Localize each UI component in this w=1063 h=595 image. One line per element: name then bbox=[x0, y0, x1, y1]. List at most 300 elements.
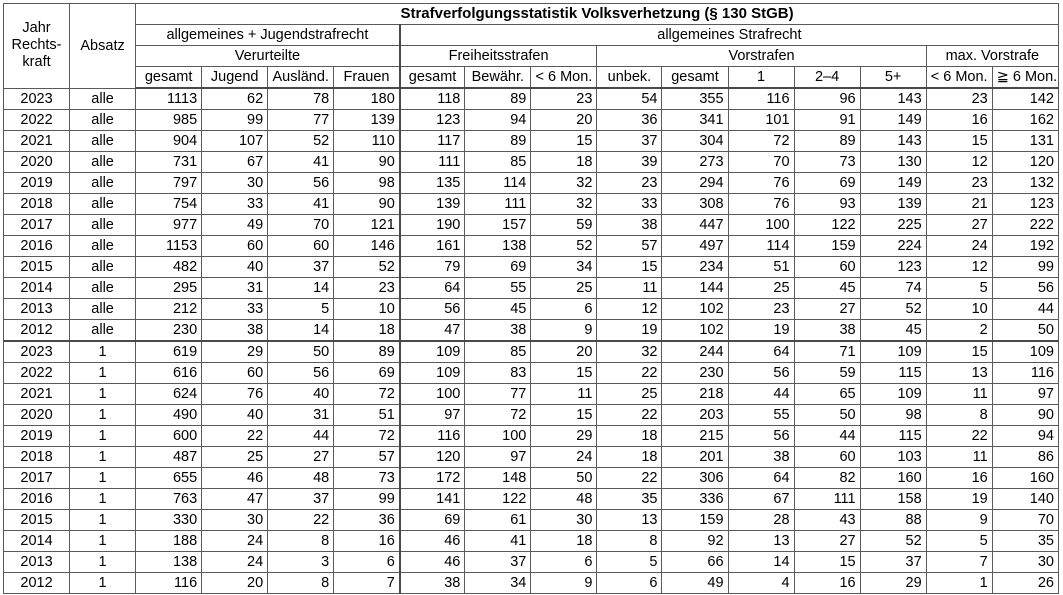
cell-verurteilte-frauen: 90 bbox=[334, 194, 400, 215]
cell-verurteilte-gesamt: 624 bbox=[136, 384, 202, 405]
cell-max-vorstrafe-unter-6-monate: 13 bbox=[926, 363, 992, 384]
cell-verurteilte-jugend: 33 bbox=[202, 299, 268, 320]
cell-vorstrafen-2-4: 27 bbox=[794, 531, 860, 552]
cell-freiheitsstrafen-bewaehrung: 77 bbox=[465, 384, 531, 405]
cell-vorstrafen-1: 56 bbox=[728, 426, 794, 447]
cell-freiheitsstrafen-unter-6-monate: 29 bbox=[531, 426, 597, 447]
cell-verurteilte-jugend: 46 bbox=[202, 468, 268, 489]
cell-vorstrafen-1: 101 bbox=[728, 110, 794, 131]
cell-freiheitsstrafen-bewaehrung: 61 bbox=[465, 510, 531, 531]
cell-verurteilte-gesamt: 763 bbox=[136, 489, 202, 510]
cell-verurteilte-jugend: 107 bbox=[202, 131, 268, 152]
cell-freiheitsstrafen-gesamt: 79 bbox=[400, 257, 465, 278]
cell-verurteilte-auslaender: 77 bbox=[268, 110, 334, 131]
cell-freiheitsstrafen-unter-6-monate: 59 bbox=[531, 215, 597, 236]
table-row bbox=[4, 257, 1059, 278]
cell-max-vorstrafe-ab-6-monate: 131 bbox=[992, 131, 1058, 152]
cell-freiheitsstrafen-gesamt: 139 bbox=[400, 194, 465, 215]
cell-vorstrafen-unbekannt: 23 bbox=[597, 173, 662, 194]
cell-freiheitsstrafen-gesamt: 190 bbox=[400, 215, 465, 236]
column-header-freiheitsstrafen-bewaehrung: Bewähr. bbox=[465, 67, 531, 89]
column-header-freiheitsstrafen-gesamt: gesamt bbox=[400, 67, 465, 89]
cell-verurteilte-frauen: 57 bbox=[334, 447, 400, 468]
cell-max-vorstrafe-ab-6-monate: 140 bbox=[992, 489, 1058, 510]
cell-max-vorstrafe-ab-6-monate: 70 bbox=[992, 510, 1058, 531]
column-header-vorstrafen-5-plus: 5+ bbox=[860, 67, 926, 89]
cell-freiheitsstrafen-gesamt: 109 bbox=[400, 363, 465, 384]
cell-vorstrafen-unbekannt: 38 bbox=[597, 215, 662, 236]
table-row bbox=[4, 489, 1059, 510]
cell-freiheitsstrafen-unter-6-monate: 48 bbox=[531, 489, 597, 510]
cell-vorstrafen-5-plus: 98 bbox=[860, 405, 926, 426]
cell-absatz: 1 bbox=[70, 531, 136, 552]
cell-freiheitsstrafen-unter-6-monate: 9 bbox=[531, 573, 597, 594]
cell-freiheitsstrafen-bewaehrung: 83 bbox=[465, 363, 531, 384]
cell-freiheitsstrafen-bewaehrung: 85 bbox=[465, 341, 531, 363]
cell-vorstrafen-1: 4 bbox=[728, 573, 794, 594]
cell-vorstrafen-2-4: 71 bbox=[794, 341, 860, 363]
cell-verurteilte-gesamt: 487 bbox=[136, 447, 202, 468]
cell-absatz: 1 bbox=[70, 468, 136, 489]
column-header-max-vorstrafe-unter-6-monate: < 6 Mon. bbox=[926, 67, 992, 89]
cell-verurteilte-frauen: 180 bbox=[334, 88, 400, 110]
cell-verurteilte-jugend: 38 bbox=[202, 320, 268, 342]
cell-year: 2012 bbox=[4, 320, 70, 342]
cell-vorstrafen-1: 64 bbox=[728, 468, 794, 489]
column-header-freiheitsstrafen-unter-6-monate: < 6 Mon. bbox=[531, 67, 597, 89]
cell-verurteilte-jugend: 60 bbox=[202, 363, 268, 384]
cell-vorstrafen-1: 70 bbox=[728, 152, 794, 173]
cell-verurteilte-auslaender: 78 bbox=[268, 88, 334, 110]
cell-freiheitsstrafen-unter-6-monate: 11 bbox=[531, 384, 597, 405]
cell-vorstrafen-unbekannt: 18 bbox=[597, 447, 662, 468]
cell-max-vorstrafe-ab-6-monate: 123 bbox=[992, 194, 1058, 215]
cell-freiheitsstrafen-unter-6-monate: 50 bbox=[531, 468, 597, 489]
cell-verurteilte-frauen: 18 bbox=[334, 320, 400, 342]
cell-vorstrafen-1: 13 bbox=[728, 531, 794, 552]
cell-verurteilte-frauen: 51 bbox=[334, 405, 400, 426]
cell-verurteilte-frauen: 121 bbox=[334, 215, 400, 236]
cell-vorstrafen-2-4: 69 bbox=[794, 173, 860, 194]
table-row bbox=[4, 215, 1059, 236]
cell-max-vorstrafe-ab-6-monate: 160 bbox=[992, 468, 1058, 489]
cell-year: 2014 bbox=[4, 531, 70, 552]
cell-absatz: 1 bbox=[70, 405, 136, 426]
cell-verurteilte-jugend: 20 bbox=[202, 573, 268, 594]
cell-vorstrafen-1: 23 bbox=[728, 299, 794, 320]
cell-freiheitsstrafen-unter-6-monate: 24 bbox=[531, 447, 597, 468]
cell-vorstrafen-1: 44 bbox=[728, 384, 794, 405]
cell-vorstrafen-unbekannt: 33 bbox=[597, 194, 662, 215]
cell-vorstrafen-2-4: 96 bbox=[794, 88, 860, 110]
cell-max-vorstrafe-unter-6-monate: 21 bbox=[926, 194, 992, 215]
cell-verurteilte-gesamt: 230 bbox=[136, 320, 202, 342]
cell-vorstrafen-2-4: 82 bbox=[794, 468, 860, 489]
cell-max-vorstrafe-unter-6-monate: 23 bbox=[926, 173, 992, 194]
cell-vorstrafen-unbekannt: 36 bbox=[597, 110, 662, 131]
column-header-verurteilte-gesamt: gesamt bbox=[136, 67, 202, 89]
cell-max-vorstrafe-unter-6-monate: 12 bbox=[926, 152, 992, 173]
cell-vorstrafen-5-plus: 115 bbox=[860, 363, 926, 384]
cell-vorstrafen-2-4: 122 bbox=[794, 215, 860, 236]
cell-vorstrafen-1: 76 bbox=[728, 194, 794, 215]
cell-verurteilte-jugend: 33 bbox=[202, 194, 268, 215]
table-row bbox=[4, 426, 1059, 447]
column-header-vorstrafen-2-4: 2–4 bbox=[794, 67, 860, 89]
cell-vorstrafen-1: 38 bbox=[728, 447, 794, 468]
cell-vorstrafen-1: 72 bbox=[728, 131, 794, 152]
cell-freiheitsstrafen-gesamt: 118 bbox=[400, 88, 465, 110]
cell-vorstrafen-unbekannt: 22 bbox=[597, 405, 662, 426]
cell-freiheitsstrafen-unter-6-monate: 6 bbox=[531, 299, 597, 320]
cell-verurteilte-frauen: 16 bbox=[334, 531, 400, 552]
cell-verurteilte-auslaender: 60 bbox=[268, 236, 334, 257]
cell-vorstrafen-2-4: 111 bbox=[794, 489, 860, 510]
cell-verurteilte-jugend: 99 bbox=[202, 110, 268, 131]
cell-max-vorstrafe-unter-6-monate: 9 bbox=[926, 510, 992, 531]
cell-absatz: alle bbox=[70, 236, 136, 257]
cell-max-vorstrafe-unter-6-monate: 24 bbox=[926, 236, 992, 257]
cell-year: 2018 bbox=[4, 194, 70, 215]
cell-max-vorstrafe-unter-6-monate: 22 bbox=[926, 426, 992, 447]
column-header-row bbox=[4, 67, 1059, 89]
cell-verurteilte-frauen: 99 bbox=[334, 489, 400, 510]
cell-max-vorstrafe-ab-6-monate: 192 bbox=[992, 236, 1058, 257]
table-row bbox=[4, 552, 1059, 573]
cell-freiheitsstrafen-unter-6-monate: 15 bbox=[531, 131, 597, 152]
cell-verurteilte-gesamt: 1113 bbox=[136, 88, 202, 110]
cell-freiheitsstrafen-gesamt: 97 bbox=[400, 405, 465, 426]
cell-vorstrafen-2-4: 93 bbox=[794, 194, 860, 215]
cell-vorstrafen-gesamt: 244 bbox=[662, 341, 728, 363]
cell-year: 2017 bbox=[4, 215, 70, 236]
cell-verurteilte-auslaender: 40 bbox=[268, 384, 334, 405]
cell-max-vorstrafe-unter-6-monate: 15 bbox=[926, 131, 992, 152]
cell-max-vorstrafe-ab-6-monate: 50 bbox=[992, 320, 1058, 342]
cell-vorstrafen-5-plus: 52 bbox=[860, 299, 926, 320]
cell-verurteilte-jugend: 62 bbox=[202, 88, 268, 110]
cell-verurteilte-gesamt: 754 bbox=[136, 194, 202, 215]
column-header-verurteilte-auslaender: Ausländ. bbox=[268, 67, 334, 89]
header-group-jugendstrafrecht: allgemeines + Jugendstrafrecht bbox=[136, 25, 400, 46]
cell-vorstrafen-5-plus: 224 bbox=[860, 236, 926, 257]
table-row bbox=[4, 405, 1059, 426]
cell-verurteilte-gesamt: 977 bbox=[136, 215, 202, 236]
cell-freiheitsstrafen-gesamt: 47 bbox=[400, 320, 465, 342]
cell-freiheitsstrafen-bewaehrung: 69 bbox=[465, 257, 531, 278]
cell-absatz: 1 bbox=[70, 363, 136, 384]
cell-verurteilte-gesamt: 731 bbox=[136, 152, 202, 173]
cell-absatz: alle bbox=[70, 278, 136, 299]
cell-vorstrafen-unbekannt: 54 bbox=[597, 88, 662, 110]
header-jahr-line-2: Rechts- bbox=[11, 37, 62, 54]
cell-vorstrafen-5-plus: 88 bbox=[860, 510, 926, 531]
cell-vorstrafen-2-4: 59 bbox=[794, 363, 860, 384]
cell-freiheitsstrafen-unter-6-monate: 25 bbox=[531, 278, 597, 299]
cell-max-vorstrafe-ab-6-monate: 94 bbox=[992, 426, 1058, 447]
cell-vorstrafen-2-4: 27 bbox=[794, 299, 860, 320]
cell-verurteilte-auslaender: 37 bbox=[268, 489, 334, 510]
cell-verurteilte-frauen: 36 bbox=[334, 510, 400, 531]
cell-vorstrafen-gesamt: 355 bbox=[662, 88, 728, 110]
table-row bbox=[4, 320, 1059, 342]
cell-vorstrafen-unbekannt: 25 bbox=[597, 384, 662, 405]
cell-verurteilte-jugend: 22 bbox=[202, 426, 268, 447]
cell-max-vorstrafe-ab-6-monate: 56 bbox=[992, 278, 1058, 299]
cell-verurteilte-auslaender: 8 bbox=[268, 573, 334, 594]
cell-freiheitsstrafen-bewaehrung: 45 bbox=[465, 299, 531, 320]
cell-vorstrafen-unbekannt: 37 bbox=[597, 131, 662, 152]
cell-year: 2023 bbox=[4, 88, 70, 110]
cell-absatz: 1 bbox=[70, 489, 136, 510]
cell-vorstrafen-1: 67 bbox=[728, 489, 794, 510]
cell-vorstrafen-unbekannt: 35 bbox=[597, 489, 662, 510]
cell-freiheitsstrafen-bewaehrung: 157 bbox=[465, 215, 531, 236]
cell-absatz: alle bbox=[70, 152, 136, 173]
cell-verurteilte-jugend: 67 bbox=[202, 152, 268, 173]
cell-vorstrafen-2-4: 60 bbox=[794, 447, 860, 468]
cell-max-vorstrafe-ab-6-monate: 97 bbox=[992, 384, 1058, 405]
cell-vorstrafen-2-4: 50 bbox=[794, 405, 860, 426]
cell-year: 2012 bbox=[4, 573, 70, 594]
cell-verurteilte-frauen: 110 bbox=[334, 131, 400, 152]
cell-absatz: 1 bbox=[70, 510, 136, 531]
cell-vorstrafen-5-plus: 139 bbox=[860, 194, 926, 215]
table-row bbox=[4, 384, 1059, 405]
cell-max-vorstrafe-ab-6-monate: 109 bbox=[992, 341, 1058, 363]
cell-vorstrafen-unbekannt: 11 bbox=[597, 278, 662, 299]
cell-year: 2014 bbox=[4, 278, 70, 299]
cell-verurteilte-frauen: 10 bbox=[334, 299, 400, 320]
table-row bbox=[4, 278, 1059, 299]
cell-year: 2015 bbox=[4, 257, 70, 278]
cell-freiheitsstrafen-unter-6-monate: 23 bbox=[531, 88, 597, 110]
cell-vorstrafen-gesamt: 102 bbox=[662, 299, 728, 320]
cell-max-vorstrafe-unter-6-monate: 5 bbox=[926, 278, 992, 299]
cell-freiheitsstrafen-unter-6-monate: 32 bbox=[531, 173, 597, 194]
cell-vorstrafen-2-4: 65 bbox=[794, 384, 860, 405]
table-header bbox=[4, 4, 1059, 89]
cell-verurteilte-gesamt: 490 bbox=[136, 405, 202, 426]
cell-freiheitsstrafen-unter-6-monate: 6 bbox=[531, 552, 597, 573]
cell-freiheitsstrafen-gesamt: 117 bbox=[400, 131, 465, 152]
cell-verurteilte-frauen: 90 bbox=[334, 152, 400, 173]
cell-vorstrafen-2-4: 60 bbox=[794, 257, 860, 278]
cell-verurteilte-auslaender: 14 bbox=[268, 320, 334, 342]
cell-freiheitsstrafen-bewaehrung: 85 bbox=[465, 152, 531, 173]
cell-max-vorstrafe-unter-6-monate: 19 bbox=[926, 489, 992, 510]
column-header-vorstrafen-1: 1 bbox=[728, 67, 794, 89]
cell-freiheitsstrafen-gesamt: 46 bbox=[400, 531, 465, 552]
cell-verurteilte-gesamt: 985 bbox=[136, 110, 202, 131]
cell-max-vorstrafe-unter-6-monate: 1 bbox=[926, 573, 992, 594]
table-row bbox=[4, 236, 1059, 257]
cell-max-vorstrafe-unter-6-monate: 8 bbox=[926, 405, 992, 426]
cell-verurteilte-gesamt: 655 bbox=[136, 468, 202, 489]
cell-vorstrafen-unbekannt: 22 bbox=[597, 363, 662, 384]
cell-freiheitsstrafen-unter-6-monate: 18 bbox=[531, 531, 597, 552]
column-header-verurteilte-frauen: Frauen bbox=[334, 67, 400, 89]
cell-freiheitsstrafen-gesamt: 135 bbox=[400, 173, 465, 194]
cell-verurteilte-jugend: 47 bbox=[202, 489, 268, 510]
cell-vorstrafen-2-4: 44 bbox=[794, 426, 860, 447]
cell-absatz: alle bbox=[70, 215, 136, 236]
cell-year: 2018 bbox=[4, 447, 70, 468]
table-row bbox=[4, 363, 1059, 384]
cell-verurteilte-auslaender: 70 bbox=[268, 215, 334, 236]
cell-max-vorstrafe-ab-6-monate: 44 bbox=[992, 299, 1058, 320]
cell-verurteilte-frauen: 146 bbox=[334, 236, 400, 257]
cell-freiheitsstrafen-bewaehrung: 72 bbox=[465, 405, 531, 426]
cell-vorstrafen-unbekannt: 19 bbox=[597, 320, 662, 342]
cell-vorstrafen-5-plus: 149 bbox=[860, 110, 926, 131]
cell-max-vorstrafe-unter-6-monate: 11 bbox=[926, 384, 992, 405]
cell-verurteilte-frauen: 72 bbox=[334, 384, 400, 405]
cell-absatz: alle bbox=[70, 320, 136, 342]
cell-year: 2019 bbox=[4, 426, 70, 447]
cell-verurteilte-auslaender: 50 bbox=[268, 341, 334, 363]
cell-verurteilte-jugend: 31 bbox=[202, 278, 268, 299]
cell-max-vorstrafe-unter-6-monate: 12 bbox=[926, 257, 992, 278]
cell-year: 2015 bbox=[4, 510, 70, 531]
cell-vorstrafen-5-plus: 160 bbox=[860, 468, 926, 489]
cell-verurteilte-gesamt: 188 bbox=[136, 531, 202, 552]
cell-verurteilte-jugend: 40 bbox=[202, 405, 268, 426]
cell-freiheitsstrafen-gesamt: 111 bbox=[400, 152, 465, 173]
cell-max-vorstrafe-unter-6-monate: 16 bbox=[926, 110, 992, 131]
table-body bbox=[4, 88, 1059, 594]
cell-verurteilte-gesamt: 904 bbox=[136, 131, 202, 152]
cell-verurteilte-frauen: 6 bbox=[334, 552, 400, 573]
cell-vorstrafen-5-plus: 123 bbox=[860, 257, 926, 278]
table-row bbox=[4, 447, 1059, 468]
cell-verurteilte-jugend: 30 bbox=[202, 173, 268, 194]
cell-vorstrafen-gesamt: 234 bbox=[662, 257, 728, 278]
cell-vorstrafen-gesamt: 215 bbox=[662, 426, 728, 447]
cell-verurteilte-jugend: 49 bbox=[202, 215, 268, 236]
statistics-document bbox=[3, 3, 1059, 594]
cell-max-vorstrafe-ab-6-monate: 35 bbox=[992, 531, 1058, 552]
cell-verurteilte-gesamt: 619 bbox=[136, 341, 202, 363]
cell-freiheitsstrafen-bewaehrung: 138 bbox=[465, 236, 531, 257]
cell-freiheitsstrafen-bewaehrung: 122 bbox=[465, 489, 531, 510]
table-row bbox=[4, 531, 1059, 552]
cell-vorstrafen-unbekannt: 8 bbox=[597, 531, 662, 552]
cell-year: 2013 bbox=[4, 299, 70, 320]
cell-verurteilte-gesamt: 1153 bbox=[136, 236, 202, 257]
cell-freiheitsstrafen-gesamt: 46 bbox=[400, 552, 465, 573]
cell-absatz: alle bbox=[70, 257, 136, 278]
cell-verurteilte-auslaender: 22 bbox=[268, 510, 334, 531]
cell-vorstrafen-5-plus: 45 bbox=[860, 320, 926, 342]
cell-vorstrafen-gesamt: 201 bbox=[662, 447, 728, 468]
cell-vorstrafen-1: 76 bbox=[728, 173, 794, 194]
cell-vorstrafen-unbekannt: 39 bbox=[597, 152, 662, 173]
cell-vorstrafen-1: 19 bbox=[728, 320, 794, 342]
cell-verurteilte-auslaender: 48 bbox=[268, 468, 334, 489]
cell-year: 2022 bbox=[4, 363, 70, 384]
cell-freiheitsstrafen-gesamt: 109 bbox=[400, 341, 465, 363]
cell-freiheitsstrafen-gesamt: 172 bbox=[400, 468, 465, 489]
cell-freiheitsstrafen-unter-6-monate: 15 bbox=[531, 363, 597, 384]
cell-absatz: alle bbox=[70, 194, 136, 215]
cell-verurteilte-auslaender: 56 bbox=[268, 363, 334, 384]
cell-freiheitsstrafen-gesamt: 56 bbox=[400, 299, 465, 320]
cell-verurteilte-gesamt: 482 bbox=[136, 257, 202, 278]
cell-verurteilte-frauen: 23 bbox=[334, 278, 400, 299]
cell-vorstrafen-unbekannt: 32 bbox=[597, 341, 662, 363]
cell-verurteilte-frauen: 139 bbox=[334, 110, 400, 131]
cell-freiheitsstrafen-bewaehrung: 89 bbox=[465, 131, 531, 152]
cell-max-vorstrafe-unter-6-monate: 5 bbox=[926, 531, 992, 552]
cell-verurteilte-gesamt: 797 bbox=[136, 173, 202, 194]
cell-year: 2021 bbox=[4, 384, 70, 405]
cell-absatz: 1 bbox=[70, 573, 136, 594]
cell-vorstrafen-gesamt: 102 bbox=[662, 320, 728, 342]
cell-freiheitsstrafen-bewaehrung: 100 bbox=[465, 426, 531, 447]
cell-verurteilte-jugend: 24 bbox=[202, 531, 268, 552]
table-row bbox=[4, 194, 1059, 215]
cell-year: 2016 bbox=[4, 489, 70, 510]
cell-vorstrafen-gesamt: 273 bbox=[662, 152, 728, 173]
cell-vorstrafen-1: 55 bbox=[728, 405, 794, 426]
cell-vorstrafen-5-plus: 109 bbox=[860, 341, 926, 363]
cell-freiheitsstrafen-gesamt: 120 bbox=[400, 447, 465, 468]
cell-vorstrafen-2-4: 15 bbox=[794, 552, 860, 573]
cell-vorstrafen-2-4: 38 bbox=[794, 320, 860, 342]
cell-freiheitsstrafen-unter-6-monate: 32 bbox=[531, 194, 597, 215]
cell-verurteilte-auslaender: 14 bbox=[268, 278, 334, 299]
cell-vorstrafen-2-4: 43 bbox=[794, 510, 860, 531]
cell-absatz: alle bbox=[70, 110, 136, 131]
cell-freiheitsstrafen-bewaehrung: 89 bbox=[465, 88, 531, 110]
cell-vorstrafen-unbekannt: 6 bbox=[597, 573, 662, 594]
cell-max-vorstrafe-ab-6-monate: 162 bbox=[992, 110, 1058, 131]
cell-verurteilte-jugend: 76 bbox=[202, 384, 268, 405]
cell-verurteilte-gesamt: 330 bbox=[136, 510, 202, 531]
cell-verurteilte-frauen: 69 bbox=[334, 363, 400, 384]
cell-max-vorstrafe-ab-6-monate: 26 bbox=[992, 573, 1058, 594]
cell-absatz: alle bbox=[70, 88, 136, 110]
cell-verurteilte-auslaender: 5 bbox=[268, 299, 334, 320]
cell-vorstrafen-gesamt: 92 bbox=[662, 531, 728, 552]
cell-vorstrafen-5-plus: 74 bbox=[860, 278, 926, 299]
cell-vorstrafen-5-plus: 158 bbox=[860, 489, 926, 510]
cell-max-vorstrafe-unter-6-monate: 2 bbox=[926, 320, 992, 342]
cell-freiheitsstrafen-bewaehrung: 37 bbox=[465, 552, 531, 573]
table-row bbox=[4, 341, 1059, 363]
cell-absatz: alle bbox=[70, 131, 136, 152]
cell-vorstrafen-2-4: 159 bbox=[794, 236, 860, 257]
cell-vorstrafen-gesamt: 336 bbox=[662, 489, 728, 510]
cell-vorstrafen-unbekannt: 15 bbox=[597, 257, 662, 278]
table-row bbox=[4, 468, 1059, 489]
cell-verurteilte-jugend: 29 bbox=[202, 341, 268, 363]
cell-freiheitsstrafen-bewaehrung: 38 bbox=[465, 320, 531, 342]
cell-verurteilte-auslaender: 56 bbox=[268, 173, 334, 194]
cell-verurteilte-auslaender: 3 bbox=[268, 552, 334, 573]
cell-freiheitsstrafen-unter-6-monate: 18 bbox=[531, 152, 597, 173]
cell-vorstrafen-5-plus: 149 bbox=[860, 173, 926, 194]
cell-vorstrafen-2-4: 45 bbox=[794, 278, 860, 299]
cell-vorstrafen-gesamt: 66 bbox=[662, 552, 728, 573]
cell-freiheitsstrafen-gesamt: 64 bbox=[400, 278, 465, 299]
cell-vorstrafen-1: 28 bbox=[728, 510, 794, 531]
cell-vorstrafen-5-plus: 52 bbox=[860, 531, 926, 552]
cell-freiheitsstrafen-gesamt: 161 bbox=[400, 236, 465, 257]
cell-verurteilte-jugend: 60 bbox=[202, 236, 268, 257]
cell-vorstrafen-5-plus: 143 bbox=[860, 88, 926, 110]
